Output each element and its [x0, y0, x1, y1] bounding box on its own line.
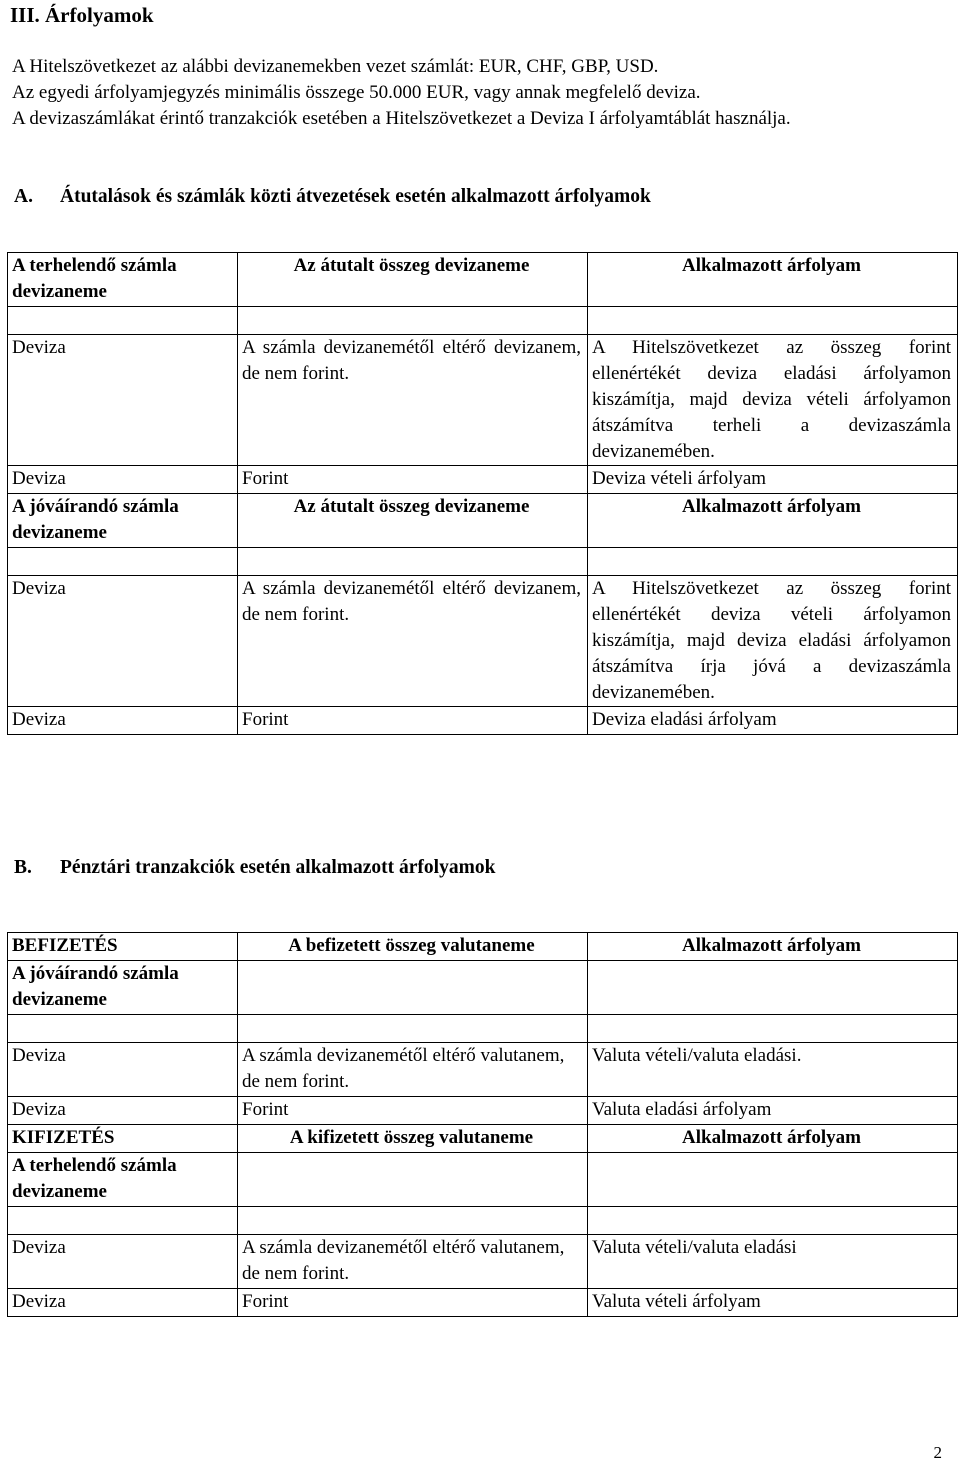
page-number: 2	[933, 1443, 942, 1462]
table-cell: Deviza	[8, 1235, 238, 1289]
table-cell	[238, 1153, 588, 1207]
table-header-row	[8, 1153, 958, 1207]
table-spacer-row	[8, 548, 958, 576]
table-row	[8, 1097, 958, 1125]
header-cell: A terhelendő számla devizaneme	[8, 253, 238, 307]
header-cell: Az átutalt összeg devizaneme	[238, 494, 588, 548]
header-cell: Alkalmazott árfolyam	[588, 933, 958, 961]
section-b-heading: Pénztári tranzakciók esetén alkalmazott árfolyamok	[60, 857, 496, 878]
table-row	[8, 466, 958, 494]
intro-line: Az egyedi árfolyamjegyzés minimális összege 50.000 EUR, vagy annak megfelelő deviza.	[12, 82, 701, 103]
table-cell: A számla devizanemétől eltérő valutanem, de nem forint.	[238, 1235, 588, 1289]
table-cell	[588, 961, 958, 1015]
header-cell: KIFIZETÉS	[8, 1125, 238, 1153]
table-cell: A számla devizanemétől eltérő valutanem, de nem forint.	[238, 1043, 588, 1097]
table-cell: A számla devizanemétől eltérő devizanem, de nem forint.	[238, 576, 588, 707]
table-cell: Valuta vételi árfolyam	[588, 1289, 958, 1317]
table-header-row	[8, 961, 958, 1015]
section-title: III. Árfolyamok	[10, 3, 154, 27]
table-cell: Forint	[238, 707, 588, 735]
table-cell: Deviza	[8, 466, 238, 494]
table-row	[8, 1289, 958, 1317]
section-b-title	[14, 855, 495, 881]
section-b-letter: B.	[14, 857, 32, 878]
table-row	[8, 707, 958, 735]
header-cell: Az átutalt összeg devizaneme	[238, 253, 588, 307]
header-cell: Alkalmazott árfolyam	[588, 253, 958, 307]
table-cell: A számla devizanemétől eltérő devizanem, de nem forint.	[238, 335, 588, 466]
table-row	[8, 576, 958, 707]
header-cell: Alkalmazott árfolyam	[588, 1125, 958, 1153]
table-row	[8, 1235, 958, 1289]
table-cell: Deviza vételi árfolyam	[588, 466, 958, 494]
table-cell	[588, 1153, 958, 1207]
table-cell: Forint	[238, 1097, 588, 1125]
table-spacer-row	[8, 307, 958, 335]
table-spacer-row	[8, 1015, 958, 1043]
header-cell: Alkalmazott árfolyam	[588, 494, 958, 548]
intro-line: A devizaszámlákat érintő tranzakciók esetében a Hitelszövetkezet a Deviza I árfolyamtáblát használja.	[12, 108, 791, 129]
table-cell: Forint	[238, 1289, 588, 1317]
table-cell: Forint	[238, 466, 588, 494]
header-cell: BEFIZETÉS	[8, 933, 238, 961]
intro-paragraph	[12, 54, 942, 132]
table-cell: Valuta vételi/valuta eladási.	[588, 1043, 958, 1097]
table-cell: Valuta vételi/valuta eladási	[588, 1235, 958, 1289]
cash-rates-table	[7, 932, 958, 1317]
section-a-letter: A.	[14, 186, 33, 207]
table-cell: Deviza	[8, 1097, 238, 1125]
table-header-row	[8, 1125, 958, 1153]
transfer-rates-table	[7, 252, 958, 735]
table-cell: Deviza	[8, 707, 238, 735]
header-cell: A terhelendő számla devizaneme	[8, 1153, 238, 1207]
table-cell: Deviza eladási árfolyam	[588, 707, 958, 735]
header-cell: A kifizetett összeg valutaneme	[238, 1125, 588, 1153]
section-a-heading: Átutalások és számlák közti átvezetések esetén alkalmazott árfolyamok	[60, 186, 651, 207]
table-row	[8, 335, 958, 466]
table-header-row	[8, 494, 958, 548]
table-row	[8, 1043, 958, 1097]
table-header-row	[8, 933, 958, 961]
table-cell: Valuta eladási árfolyam	[588, 1097, 958, 1125]
intro-line: A Hitelszövetkezet az alábbi devizanemekben vezet számlát: EUR, CHF, GBP, USD.	[12, 56, 659, 77]
table-cell: Deviza	[8, 1289, 238, 1317]
table-cell: A Hitelszövetkezet az összeg forint ellenértékét deviza eladási árfolyamon kiszámítja, majd deviza vételi árfolyamon átszámítva terheli a devizaszámla devizanemében.	[588, 335, 958, 466]
table-cell: Deviza	[8, 335, 238, 466]
section-a-title	[14, 184, 651, 210]
table-cell	[238, 961, 588, 1015]
table-cell: Deviza	[8, 576, 238, 707]
table-cell: A Hitelszövetkezet az összeg forint ellenértékét deviza vételi árfolyamon kiszámítja, majd deviza eladási árfolyamon átszámítva írja jóvá a devizaszámla devizanemében.	[588, 576, 958, 707]
header-cell: A befizetett összeg valutaneme	[238, 933, 588, 961]
header-cell: A jóváírandó számla devizaneme	[8, 494, 238, 548]
table-cell: Deviza	[8, 1043, 238, 1097]
table-header-row	[8, 253, 958, 307]
table-spacer-row	[8, 1207, 958, 1235]
header-cell: A jóváírandó számla devizaneme	[8, 961, 238, 1015]
